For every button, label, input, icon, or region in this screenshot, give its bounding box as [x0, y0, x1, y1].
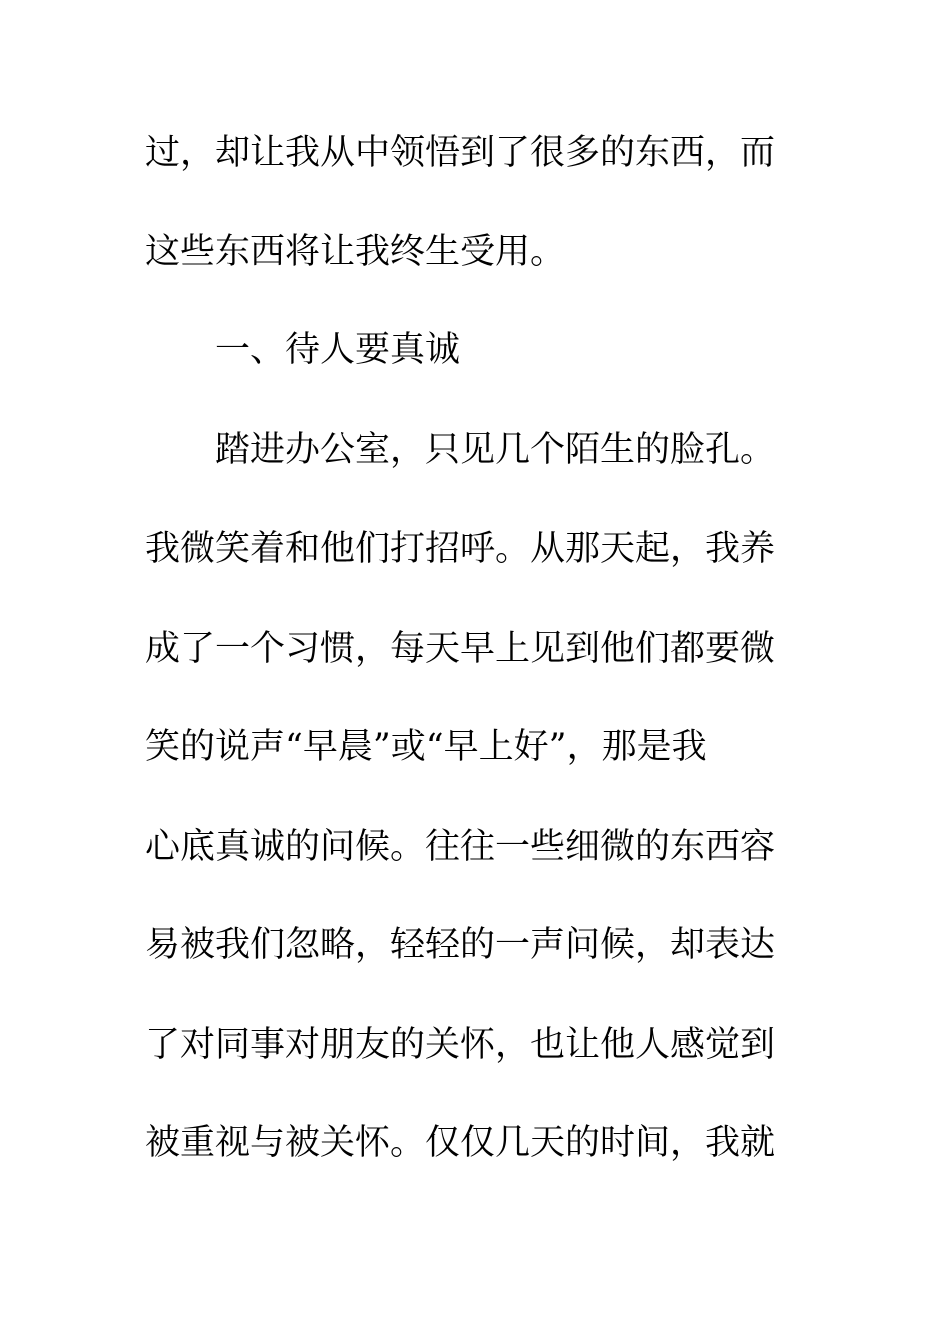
paragraph-line: 过，却让我从中领悟到了很多的东西，而 [145, 133, 776, 173]
paragraph-line: 我微笑着和他们打招呼。从那天起，我养 [145, 529, 776, 569]
section-heading: 一、待人要真诚 [215, 330, 461, 370]
paragraph-line: 踏进办公室，只见几个陌生的脸孔。 [215, 430, 776, 470]
paragraph-line: 被重视与被关怀。仅仅几天的时间，我就 [145, 1123, 776, 1163]
paragraph-line: 成了一个习惯，每天早上见到他们都要微 [145, 629, 776, 669]
paragraph-line: 笑的说声“早晨”或“早上好”，那是我 [145, 727, 707, 767]
paragraph-line: 易被我们忽略，轻轻的一声问候，却表达 [145, 925, 776, 965]
paragraph-line: 了对同事对朋友的关怀，也让他人感觉到 [145, 1025, 776, 1065]
paragraph-line: 这些东西将让我终生受用。 [145, 232, 566, 272]
paragraph-line: 心底真诚的问候。往往一些细微的东西容 [145, 827, 776, 867]
